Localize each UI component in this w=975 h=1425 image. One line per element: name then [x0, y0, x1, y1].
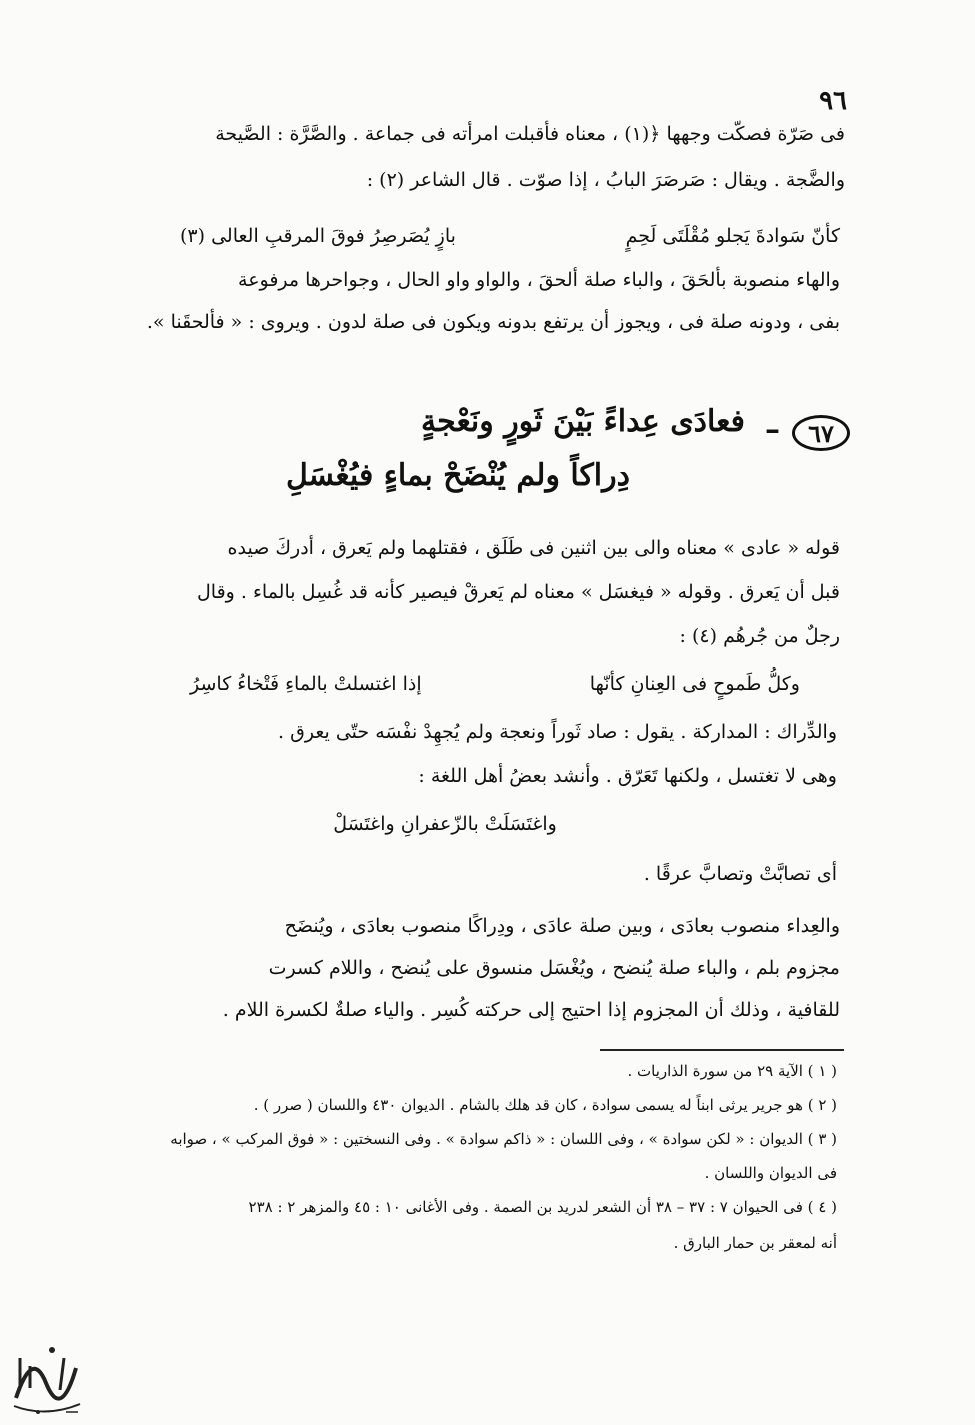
commentary-line-3: رجلٌ من جُرهُم (٤) : [679, 625, 840, 647]
footnote-4: ( ٤ ) فى الحيوان ٧ : ٣٧ – ٣٨ أن الشعر لدريد بن الصمة . وفى الأغانى ١٠ : ٤٥ والمزهر ٢ : ٢٣٨ [248, 1198, 837, 1216]
verse-2-right-hemistich: وكلُّ طَموحٍ فى العِنانِ كأنّها [589, 673, 800, 695]
verse-1-left-hemistich: بازٍ يُصَرصِرُ فوقَ المرقبِ العالى (٣) [180, 225, 456, 247]
after-verse-1-line-2: بفى ، ودونه صلة فى ، ويجوز أن يرتفع بدونه ويكون فى صلة لدون . ويروى : « فألحقَنا ». [146, 311, 840, 333]
intro-line-2: والضَّجة . ويقال : صَرصَرَ البابُ ، إذا صوّت . قال الشاعر (٢) : [366, 169, 845, 191]
watermark-logo [6, 1328, 86, 1420]
after-verse-1-line-1: والهاء منصوبة بألحَقَ ، والباء صلة ألحقَ ، والواو واو الحال ، وجواحرها مرفوعة [238, 269, 840, 291]
commentary2-line-1: والدِّراك : المداركة . يقول : صاد ثَوراً ونعجة ولم يُجهِدْ نفْسَه حتّى يعرق . [278, 721, 837, 743]
commentary-line-1: قوله « عادى » معناه والى بين اثنين فى طَلَق ، فقتلهما ولم يَعرق ، أدركَ صيده [227, 537, 840, 559]
verse-2 [190, 668, 800, 700]
footnote-3-continued: فى الديوان واللسان . [704, 1164, 837, 1182]
verse-3-text: واغتَسَلَتْ بالزّعفرانِ واغتَسَلْ [333, 813, 557, 835]
commentary3-line-1: أى تصابَّتْ وتصابَّ عرقًا . [643, 863, 837, 885]
poem-number-badge [792, 415, 850, 451]
footnote-3: ( ٣ ) الديوان : « لكن سوادة » ، وفى اللسان : « ذاكم سوادة » . وفى النسختين : « فوق المركب » ، صوابه [170, 1130, 837, 1148]
intro-line-1: فى صَرّة فصكّت وجهها ﴿(١) ، معناه فأقبلت امرأته فى جماعة . والصَّرَّة : الصَّيحة [215, 123, 845, 145]
verse-1 [180, 220, 840, 252]
commentary2-line-2: وهى لا تغتسل ، ولكنها تَعَرّق . وأنشد بعضُ أهل اللغة : [418, 765, 837, 787]
verse-1-right-hemistich: كأنّ سَوادةَ يَجلو مُقْلَتَى لَحِمٍ [625, 225, 840, 247]
page-number: ٩٦ [819, 86, 847, 116]
grammar-line-2: مجزوم بلم ، والباء صلة يُنضح ، ويُغْسَل منسوق على يُنضح ، واللام كسرت [268, 957, 840, 979]
grammar-line-1: والعِداء منصوب بعادَى ، وبين صلة عادَى ، ودِراكًا منصوب بعادَى ، ويُنضَح [284, 915, 840, 937]
poem-line-2: دِراكاً ولم يُنْضَحْ بماءٍ فيُغْسَلِ [285, 458, 630, 493]
commentary-line-2: قبل أن يَعرق . وقوله « فيغسَل » معناه لم يَعرقْ فيصير كأنه قد غُسِل بالماء . وقال [197, 581, 840, 603]
footnote-rule [600, 1049, 844, 1051]
poem-line-1: فعادَى عِداءً بَيْنَ ثَورٍ ونَعْجةٍ [421, 404, 745, 439]
grammar-line-3: للقافية ، وذلك أن المجزوم إذا احتيج إلى حركته كُسِر . والياء صلةٌ لكسرة اللام . [222, 999, 840, 1021]
poem-dash: – [765, 412, 780, 447]
verse-3 [270, 808, 620, 840]
footnote-4-continued: أنه لمعقر بن حمار البارق . [673, 1234, 837, 1252]
verse-2-left-hemistich: إذا اغتسلتْ بالماءِ فَتْخاءُ كاسِرُ [190, 673, 422, 695]
poem-number: ٦٧ [808, 418, 834, 448]
footnote-1: ( ١ ) الآية ٢٩ من سورة الذاريات . [627, 1062, 837, 1080]
footnote-2: ( ٢ ) هو جرير يرثى ابناً له يسمى سوادة ، كان قد هلك بالشام . الديوان ٤٣٠ واللسان ( صرر ) . [253, 1096, 837, 1114]
